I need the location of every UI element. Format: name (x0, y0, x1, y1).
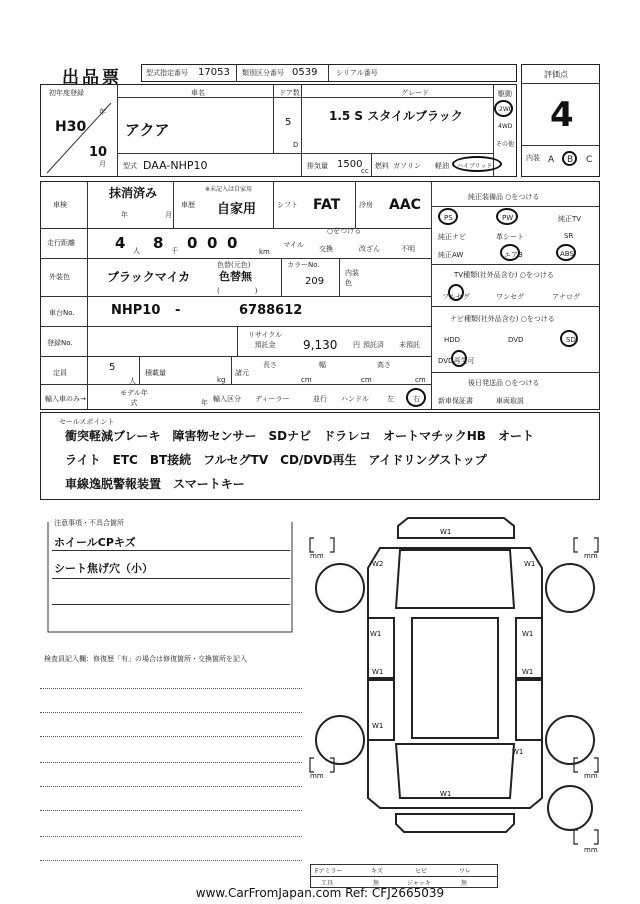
legend-table: Fアミラー キズ ヒビ ワレ 工具 無 ジャッキ 無 (310, 864, 498, 888)
notes-box: 注意事項・不具合箇所 ホイールCPキズ シート焦げ穴（小） (40, 516, 300, 636)
color-change: 色替無 (219, 270, 252, 283)
first-reg-month: 10 (89, 145, 108, 160)
note-1: ホイールCPキズ (54, 536, 136, 549)
type-number: 17053 (198, 67, 230, 78)
selling-line-1: 衝突軽減ブレーキ 障害物センサー SDナビ ドラレコ オートマチックHB オート (65, 429, 534, 443)
svg-text:mm: mm (584, 846, 598, 854)
vin-number: 6788612 (239, 303, 303, 318)
selling-points: セールスポイント 衝突軽減ブレーキ 障害物センサー SDナビ ドラレコ オートマチックHB オート ライト ETC BT接続 フルセグTV CD/DVD再生 アイドリングストップ 車線逸脱警報装置 スマートキー (40, 412, 600, 500)
info-block: 車検 抹消済み 年 月 車歴 ※未記入は自家用 自家用 シフト FAT 冷房 AAC 走行距離 4 人 8 千 0 0 0 km マイル ○をつける 交換 改ざん 不明 外装色 ブラックマイカ 色替(元色) 色替無 ( ) カラーNo. 209 内装色 車台No. NHP10 - 6788612 登録No. リサイクル預託金 9,130 円 預託済 未預託 定員 5 人 積載量 kg 諸元 長さ cm 幅 cm 高さ cm 輸入車のみ→ モデル年式 年 輸入区分 ディーラー 並行 ハンドル 左 右 純正装備品 ○をつける PS PW 純正TV 純正ナビ 革シート SR 純正AW エアB ABS TV種類(社外品含む) ○をつける フルセグ ワンセグ アナログ ナビ種類(社外品含む) ○をつける HDD DVD SD DVD再生可 後日発送品 ○をつける 新車保証書 車両取説 (40, 181, 600, 410)
fuel-circle (452, 156, 502, 172)
fuel-hybrid: ハイブリッド (457, 163, 493, 170)
displacement: 1500 (337, 159, 363, 170)
registration-block: 初年度登録 年 H30 10 月 車名 アクア ドア数 5 D グレード 1.5 S スタイルブラック 駆動 2WD 4WD その他 型式 DAA-NHP10 排気量 1500 cc 燃料 ガソリン 軽油 ハイブリッド (40, 84, 517, 177)
page-title: 出品票 (62, 68, 122, 88)
equip-ps: PS (444, 214, 453, 222)
interior-grade-circle (562, 151, 577, 166)
vin-prefix: NHP10 (111, 303, 161, 318)
drive-2wd: 2WD (499, 106, 514, 113)
damage-mark: W1 (370, 630, 382, 638)
note-2: シート焦げ穴（小） (54, 562, 153, 575)
handle-right: 右 (413, 395, 420, 403)
selling-line-3: 車線逸脱警報装置 スマートキー (65, 477, 245, 491)
first-reg-year: H30 (55, 119, 87, 135)
damage-mark: W1 (372, 668, 384, 676)
damage-mark: W2 (372, 560, 384, 568)
door-count: 5 (285, 117, 292, 128)
vehicle-history: 自家用 (217, 202, 257, 217)
interior-grade-selected: B (567, 155, 574, 165)
equipment-panel: 純正装備品 ○をつける PS PW 純正TV 純正ナビ 革シート SR 純正AW エアB ABS TV種類(社外品含む) ○をつける フルセグ ワンセグ アナログ ナビ種類(社外品含む) ○をつける HDD DVD SD DVD再生可 後日発送品 ○をつける 新車保証書 車両取説 (432, 182, 599, 409)
inspector-label: 検査員記入欄：修復歴「有」の場合は修復箇所・交換箇所を記入 (44, 655, 247, 663)
ac-type: AAC (389, 197, 421, 213)
mileage-digits: 4 人 8 千 0 0 0 (115, 234, 238, 255)
drive-circle (494, 100, 513, 117)
svg-text:mm: mm (584, 552, 598, 560)
damage-mark: W1 (372, 722, 384, 730)
svg-text:mm: mm (310, 552, 324, 560)
tv-fullseg: フルセグ (442, 293, 470, 301)
inspection-status: 抹消済み (109, 186, 158, 200)
model-code: DAA-NHP10 (143, 159, 208, 172)
handle-circle (406, 388, 426, 407)
dvd-playback: DVD再生可 (438, 357, 475, 365)
footer-watermark: www.CarFromJapan.com Ref: CFJ2665039 (195, 886, 445, 900)
shift-type: FAT (313, 197, 341, 213)
damage-mark: W1 (522, 668, 534, 676)
recycle-fee: 9,130 (303, 338, 338, 352)
damage-mark: W1 (512, 748, 524, 756)
class-number: 0539 (292, 67, 318, 78)
car-damage-diagram (300, 508, 610, 858)
score-value: 4 (550, 95, 574, 135)
header-id-row: 型式指定番号 17053 類別区分番号 0539 シリアル番号 (141, 64, 517, 82)
color-number: 209 (305, 276, 325, 287)
exterior-color: ブラックマイカ (107, 270, 191, 284)
capacity: 5 (109, 362, 116, 373)
score-box: 評価点 4 内装 A B C (521, 64, 600, 177)
car-name: アクア (125, 121, 170, 139)
svg-text:mm: mm (310, 772, 324, 780)
svg-text:mm: mm (584, 772, 598, 780)
damage-mark: W1 (440, 528, 452, 536)
damage-mark: W1 (524, 560, 536, 568)
equip-pw: PW (502, 214, 514, 222)
equip-airbag: エアB (504, 251, 523, 259)
equip-abs: ABS (560, 250, 574, 258)
grade-text: 1.5 S スタイルブラック (329, 109, 463, 123)
nav-sd: SD (566, 336, 576, 344)
selling-line-2: ライト ETC BT接続 フルセグTV CD/DVD再生 アイドリングストップ (65, 453, 487, 467)
damage-mark: W1 (440, 790, 452, 798)
damage-mark: W1 (522, 630, 534, 638)
